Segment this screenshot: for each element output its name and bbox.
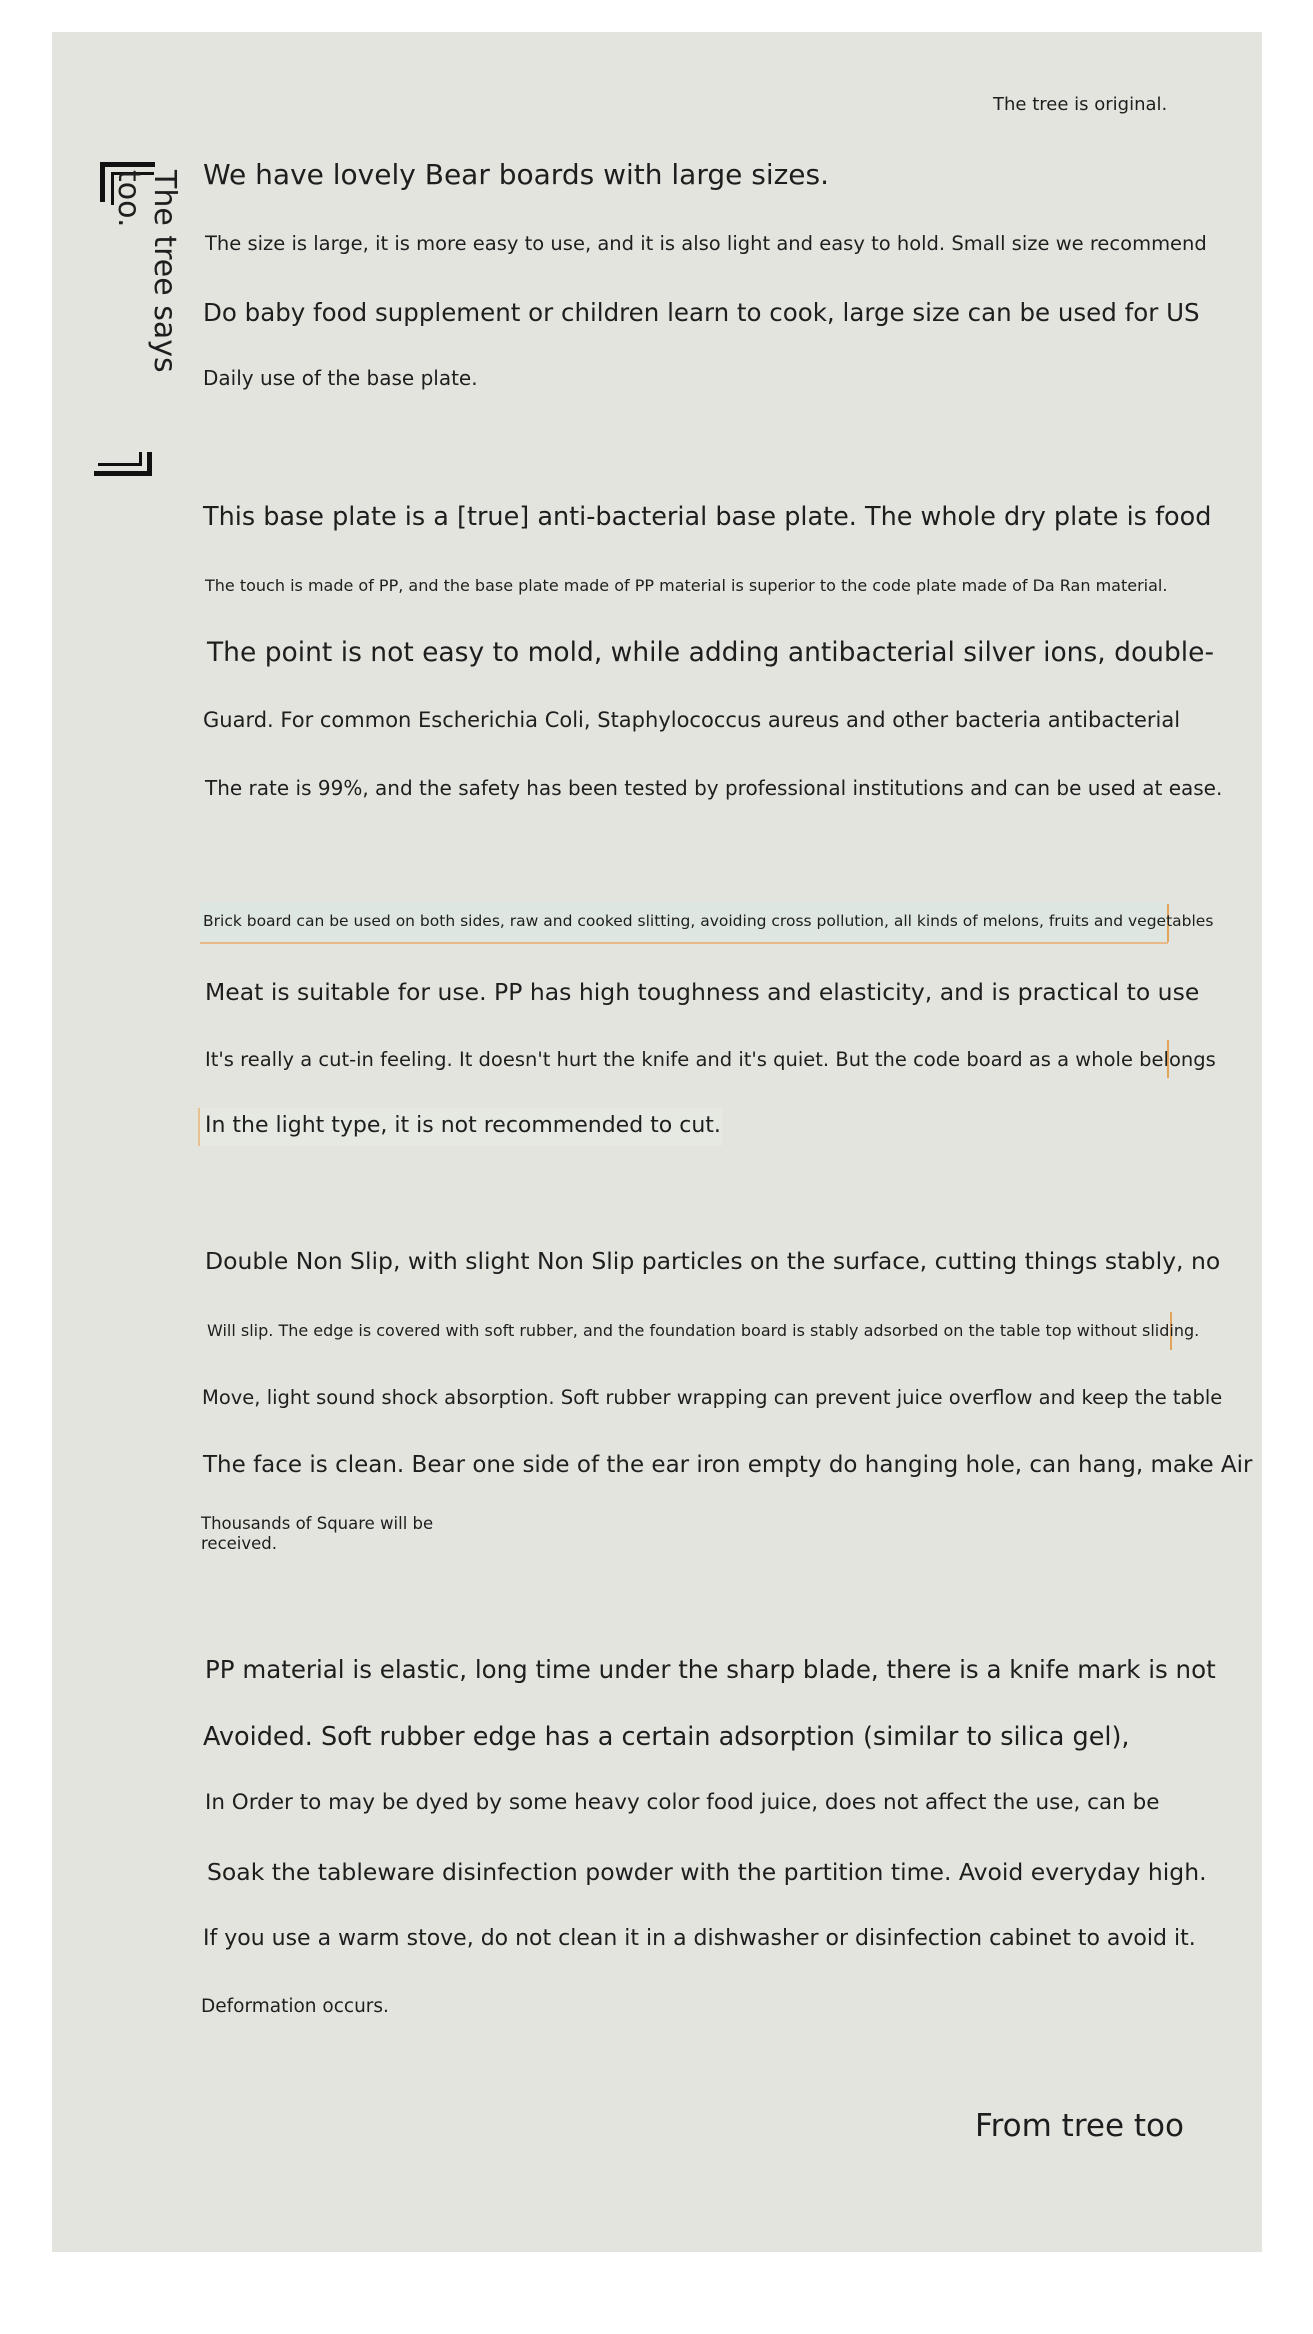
section4-line3: Move, light sound shock absorption. Soft rubber wrapping can prevent juice overflow and keep the table <box>202 1386 1223 1409</box>
section5-line3: In Order to may be dyed by some heavy color food juice, does not affect the use, can be <box>205 1790 1160 1815</box>
section4-line1: Double Non Slip, with slight Non Slip particles on the surface, cutting things stably, no <box>205 1247 1221 1275</box>
section3-line2: Meat is suitable for use. PP has high toughness and elasticity, and is practical to use <box>205 978 1200 1006</box>
section1-heading: We have lovely Bear boards with large sizes. <box>203 158 830 191</box>
bracket-close-icon <box>94 452 152 476</box>
vertical-title: The tree says too. <box>111 170 182 373</box>
section5-line4: Soak the tableware disinfection powder with the partition time. Avoid everyday high. <box>207 1858 1207 1886</box>
section2-line1: This base plate is a [true] anti-bacterial base plate. The whole dry plate is food <box>203 502 1212 532</box>
section4-line5a: Thousands of Square will be <box>201 1514 434 1533</box>
section3-line3: It's really a cut-in feeling. It doesn't hurt the knife and it's quiet. But the code board as a whole belongs <box>205 1048 1216 1071</box>
section2-line5: The rate is 99%, and the safety has been tested by professional institutions and can be used at ease. <box>205 776 1223 800</box>
signature: From tree too <box>975 2108 1184 2144</box>
section2-line3: The point is not easy to mold, while adding antibacterial silver ions, double- <box>207 637 1215 668</box>
section5-line2: Avoided. Soft rubber edge has a certain adsorption (similar to silica gel), <box>203 1722 1130 1752</box>
section1-line3: Daily use of the base plate. <box>203 366 478 390</box>
section1-line2: Do baby food supplement or children learn to cook, large size can be used for US <box>203 298 1200 327</box>
section3-line4: In the light type, it is not recommended to cut. <box>205 1113 721 1138</box>
section3-line1: Brick board can be used on both sides, raw and cooked slitting, avoiding cross pollution, all kinds of melons, fruits and vegetables <box>203 912 1214 930</box>
section4-line2: Will slip. The edge is covered with soft rubber, and the foundation board is stably adsorbed on the table top without sliding. <box>207 1321 1200 1340</box>
section2-line4: Guard. For common Escherichia Coli, Staphylococcus aureus and other bacteria antibacterial <box>203 708 1181 732</box>
section4-line5b: received. <box>201 1534 278 1553</box>
section5-line5: If you use a warm stove, do not clean it in a dishwasher or disinfection cabinet to avoid it. <box>203 1926 1196 1951</box>
section2-line2: The touch is made of PP, and the base plate made of PP material is superior to the code plate made of Da Ran material. <box>205 576 1168 595</box>
section5-line1: PP material is elastic, long time under the sharp blade, there is a knife mark is not <box>205 1655 1216 1684</box>
section1-line1: The size is large, it is more easy to use, and it is also light and easy to hold. Small size we recommend <box>205 232 1207 255</box>
section5-line6: Deformation occurs. <box>201 1996 389 2017</box>
original-note: The tree is original. <box>993 94 1168 115</box>
section4-line4: The face is clean. Bear one side of the ear iron empty do hanging hole, can hang, make Air <box>203 1452 1253 1478</box>
